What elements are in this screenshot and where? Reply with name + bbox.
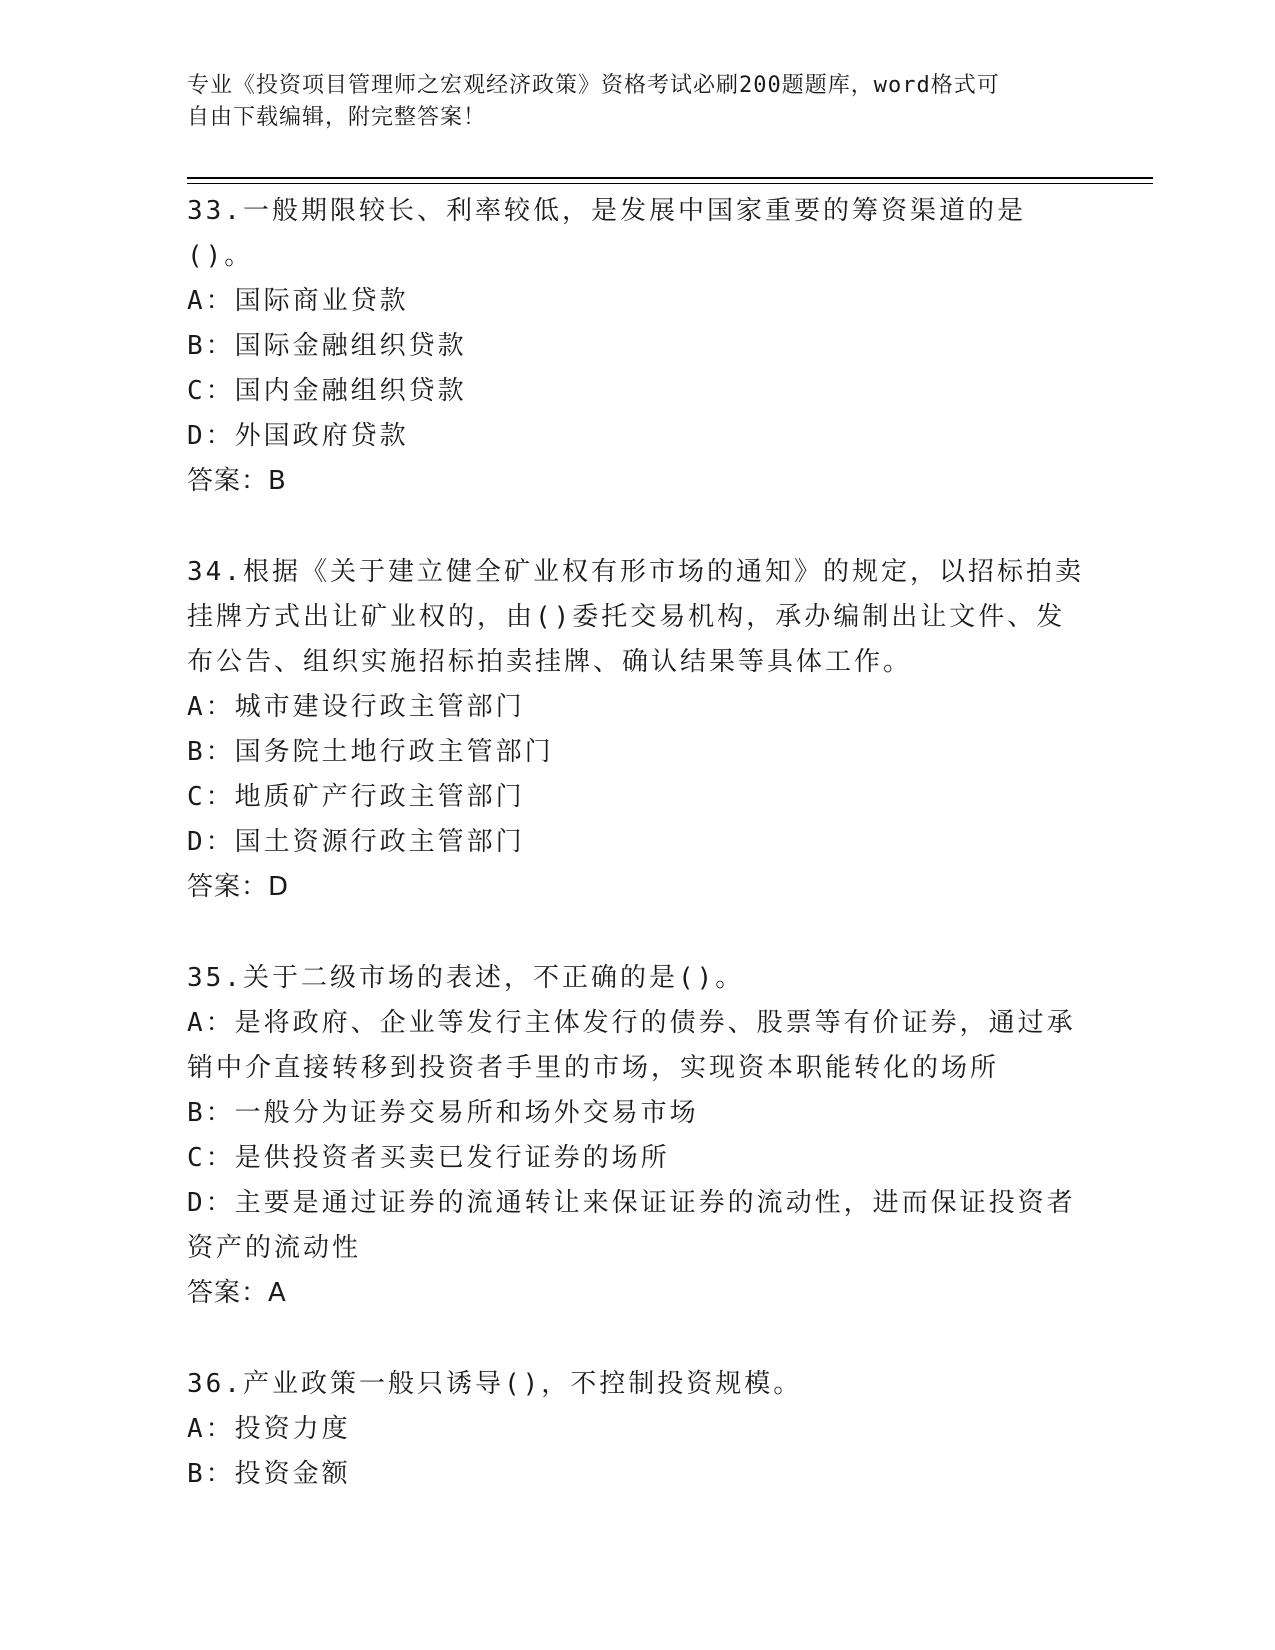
header-line-2: 自由下载编辑，附完整答案！ (187, 105, 487, 130)
option-a: A：是将政府、企业等发行主体发行的债券、股票等有价证券，通过承 (187, 1008, 1076, 1038)
option-c: C：地质矿产行政主管部门 (187, 782, 525, 812)
question-stem: 33.一般期限较长、利率较低，是发展中国家重要的筹资渠道的是()。 (187, 196, 1026, 271)
option-d: D：主要是通过证券的流通转让来保证证券的流动性，进而保证投资者 (187, 1188, 1076, 1218)
option-a: A：城市建设行政主管部门 (187, 692, 525, 722)
question-list (187, 189, 1087, 1543)
question-stem: 布公告、组织实施招标拍卖挂牌、确认结果等具体工作。 (187, 647, 913, 677)
answer-label: 答案：A (187, 1278, 287, 1308)
option-c: C：是供投资者买卖已发行证券的场所 (187, 1143, 670, 1173)
option-a: A：投资力度 (187, 1414, 351, 1444)
question-33 (187, 189, 1087, 504)
option-c: C：国内金融组织贷款 (187, 376, 467, 406)
question-stem: 34.根据《关于建立健全矿业权有形市场的通知》的规定，以招标拍卖 (187, 557, 1084, 587)
document-header (187, 70, 1067, 134)
question-36 (187, 1362, 1087, 1497)
question-35 (187, 956, 1087, 1316)
option-d: D：国土资源行政主管部门 (187, 827, 525, 857)
question-stem: 35.关于二级市场的表述，不正确的是()。 (187, 963, 745, 993)
option-b: B：一般分为证券交易所和场外交易市场 (187, 1098, 699, 1128)
answer-label: 答案：B (187, 466, 287, 496)
header-divider-thin (187, 183, 1153, 184)
option-b: B：国务院土地行政主管部门 (187, 737, 554, 767)
question-stem: 挂牌方式出让矿业权的，由()委托交易机构，承办编制出让文件、发 (187, 602, 1066, 632)
option-b: B：国际金融组织贷款 (187, 331, 467, 361)
option-a: A：国际商业贷款 (187, 286, 409, 316)
option-d: D：外国政府贷款 (187, 421, 409, 451)
option-d-continued: 资产的流动性 (187, 1233, 362, 1263)
answer-label: 答案：D (187, 872, 290, 902)
header-line-1: 专业《投资项目管理师之宏观经济政策》资格考试必刷200题题库，word格式可 (187, 73, 1000, 98)
question-stem: 36.产业政策一般只诱导()，不控制投资规模。 (187, 1369, 803, 1399)
option-a-continued: 销中介直接转移到投资者手里的市场，实现资本职能转化的场所 (187, 1053, 1000, 1083)
header-divider-thick (187, 177, 1153, 179)
option-b: B：投资金额 (187, 1459, 351, 1489)
question-34 (187, 550, 1087, 910)
